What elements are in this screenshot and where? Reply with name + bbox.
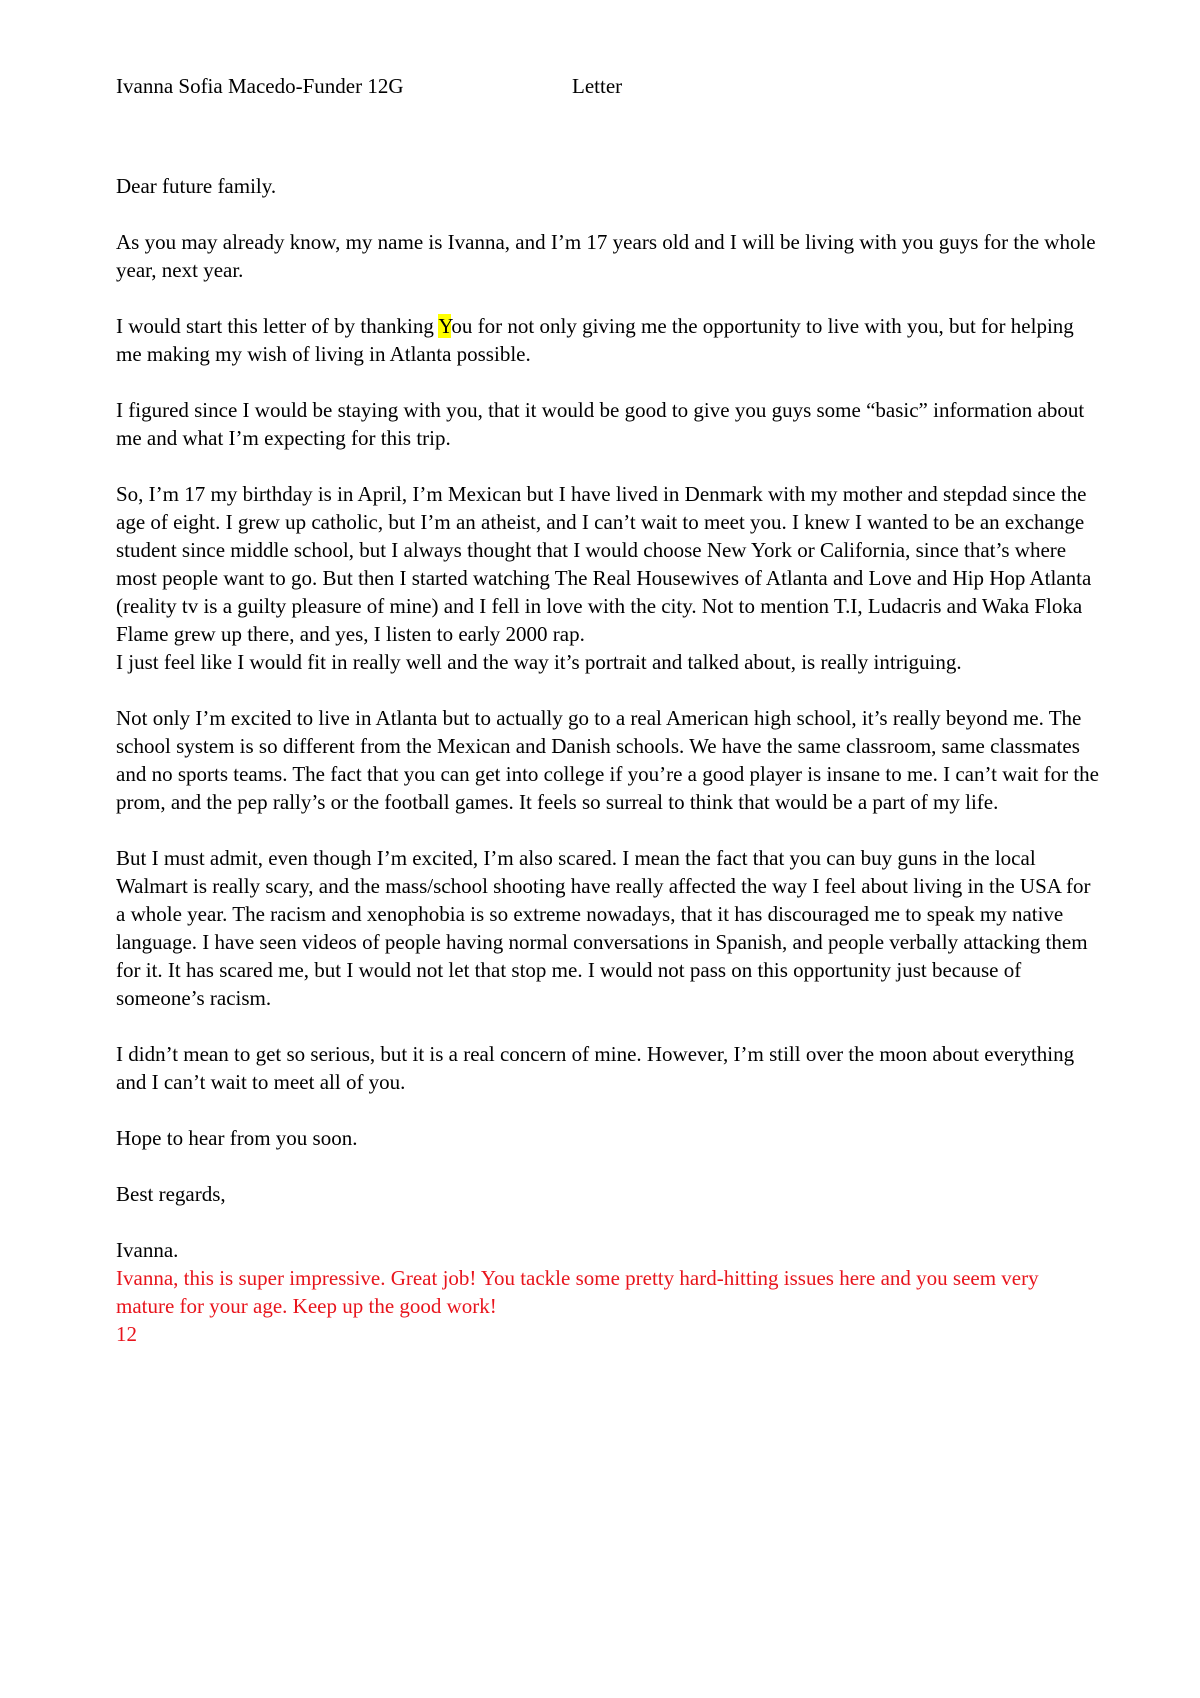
letter-signature: Ivanna. — [116, 1238, 179, 1262]
paragraph-text: ou for not only giving me the opportunity to live with you, but for helping me making my wish of living in Atlanta possible. — [116, 314, 1074, 366]
letter-paragraph: So, I’m 17 my birthday is in April, I’m Mexican but I have lived in Denmark with my mother and stepdad since the age of eight. I grew up catholic, but I’m an atheist, and I can’t wait to meet you. I knew I wanted to be an exchange student since middle school, but I always thought that I would choose New York or California, since that’s where most people want to go. But then I started watching The Real Housewives of Atlanta and Love and Hip Hop Atlanta (reality tv is a guilty pleasure of mine) and I fell in love with the city. Not to mention T.I, Ludacris and Waka Floka Flame grew up there, and yes, I listen to early 2000 rap. — [116, 482, 1092, 646]
document-header — [116, 72, 1096, 100]
letter-paragraph: But I must admit, even though I’m excited, I’m also scared. I mean the fact that you can buy guns in the local Walmart is really scary, and the mass/school shooting have really affected the way I feel about living in the USA for a whole year. The racism and xenophobia is so extreme nowadays, that it has discouraged me to speak my native language. I have seen videos of people having normal conversations in Spanish, and people verbally attacking them for it. It has scared me, but I would not let that stop me. I would not pass on this opportunity just because of someone’s racism. — [116, 846, 1091, 1010]
letter-paragraph: I just feel like I would fit in really well and the way it’s portrait and talked about, is really intriguing. — [116, 650, 962, 674]
teacher-comment: Ivanna, this is super impressive. Great job! You tackle some pretty hard-hitting issues here and you seem very mature for your age. Keep up the good work! — [116, 1266, 1039, 1318]
document-type-label: Letter — [572, 74, 623, 98]
letter-closing: Hope to hear from you soon. — [116, 1126, 358, 1150]
letter-paragraph: Not only I’m excited to live in Atlanta but to actually go to a real American high school, it’s really beyond me. The school system is so different from the Mexican and Danish schools. We have the same classroom, same classmates and no sports teams. The fact that you can get into college if you’re a good player is insane to me. I can’t wait for the prom, and the pep rally’s or the football games. It feels so surreal to think that would be a part of my life. — [116, 706, 1100, 814]
letter-body — [116, 172, 1101, 1348]
teacher-grade: 12 — [116, 1322, 137, 1346]
author-class-label: Ivanna Sofia Macedo-Funder 12G — [116, 74, 404, 98]
letter-paragraph-thanks — [116, 312, 1101, 368]
letter-salutation: Dear future family. — [116, 174, 277, 198]
letter-signoff: Best regards, — [116, 1182, 226, 1206]
paragraph-text: I would start this letter of by thanking — [116, 314, 439, 338]
letter-paragraph: As you may already know, my name is Ivanna, and I’m 17 years old and I will be living with you guys for the whole year, next year. — [116, 230, 1096, 282]
letter-paragraph: I didn’t mean to get so serious, but it is a real concern of mine. However, I’m still over the moon about everything and I can’t wait to meet all of you. — [116, 1042, 1075, 1094]
highlighted-text: Y — [438, 314, 452, 338]
letter-paragraph: I figured since I would be staying with you, that it would be good to give you guys some “basic” information about me and what I’m expecting for this trip. — [116, 398, 1085, 450]
